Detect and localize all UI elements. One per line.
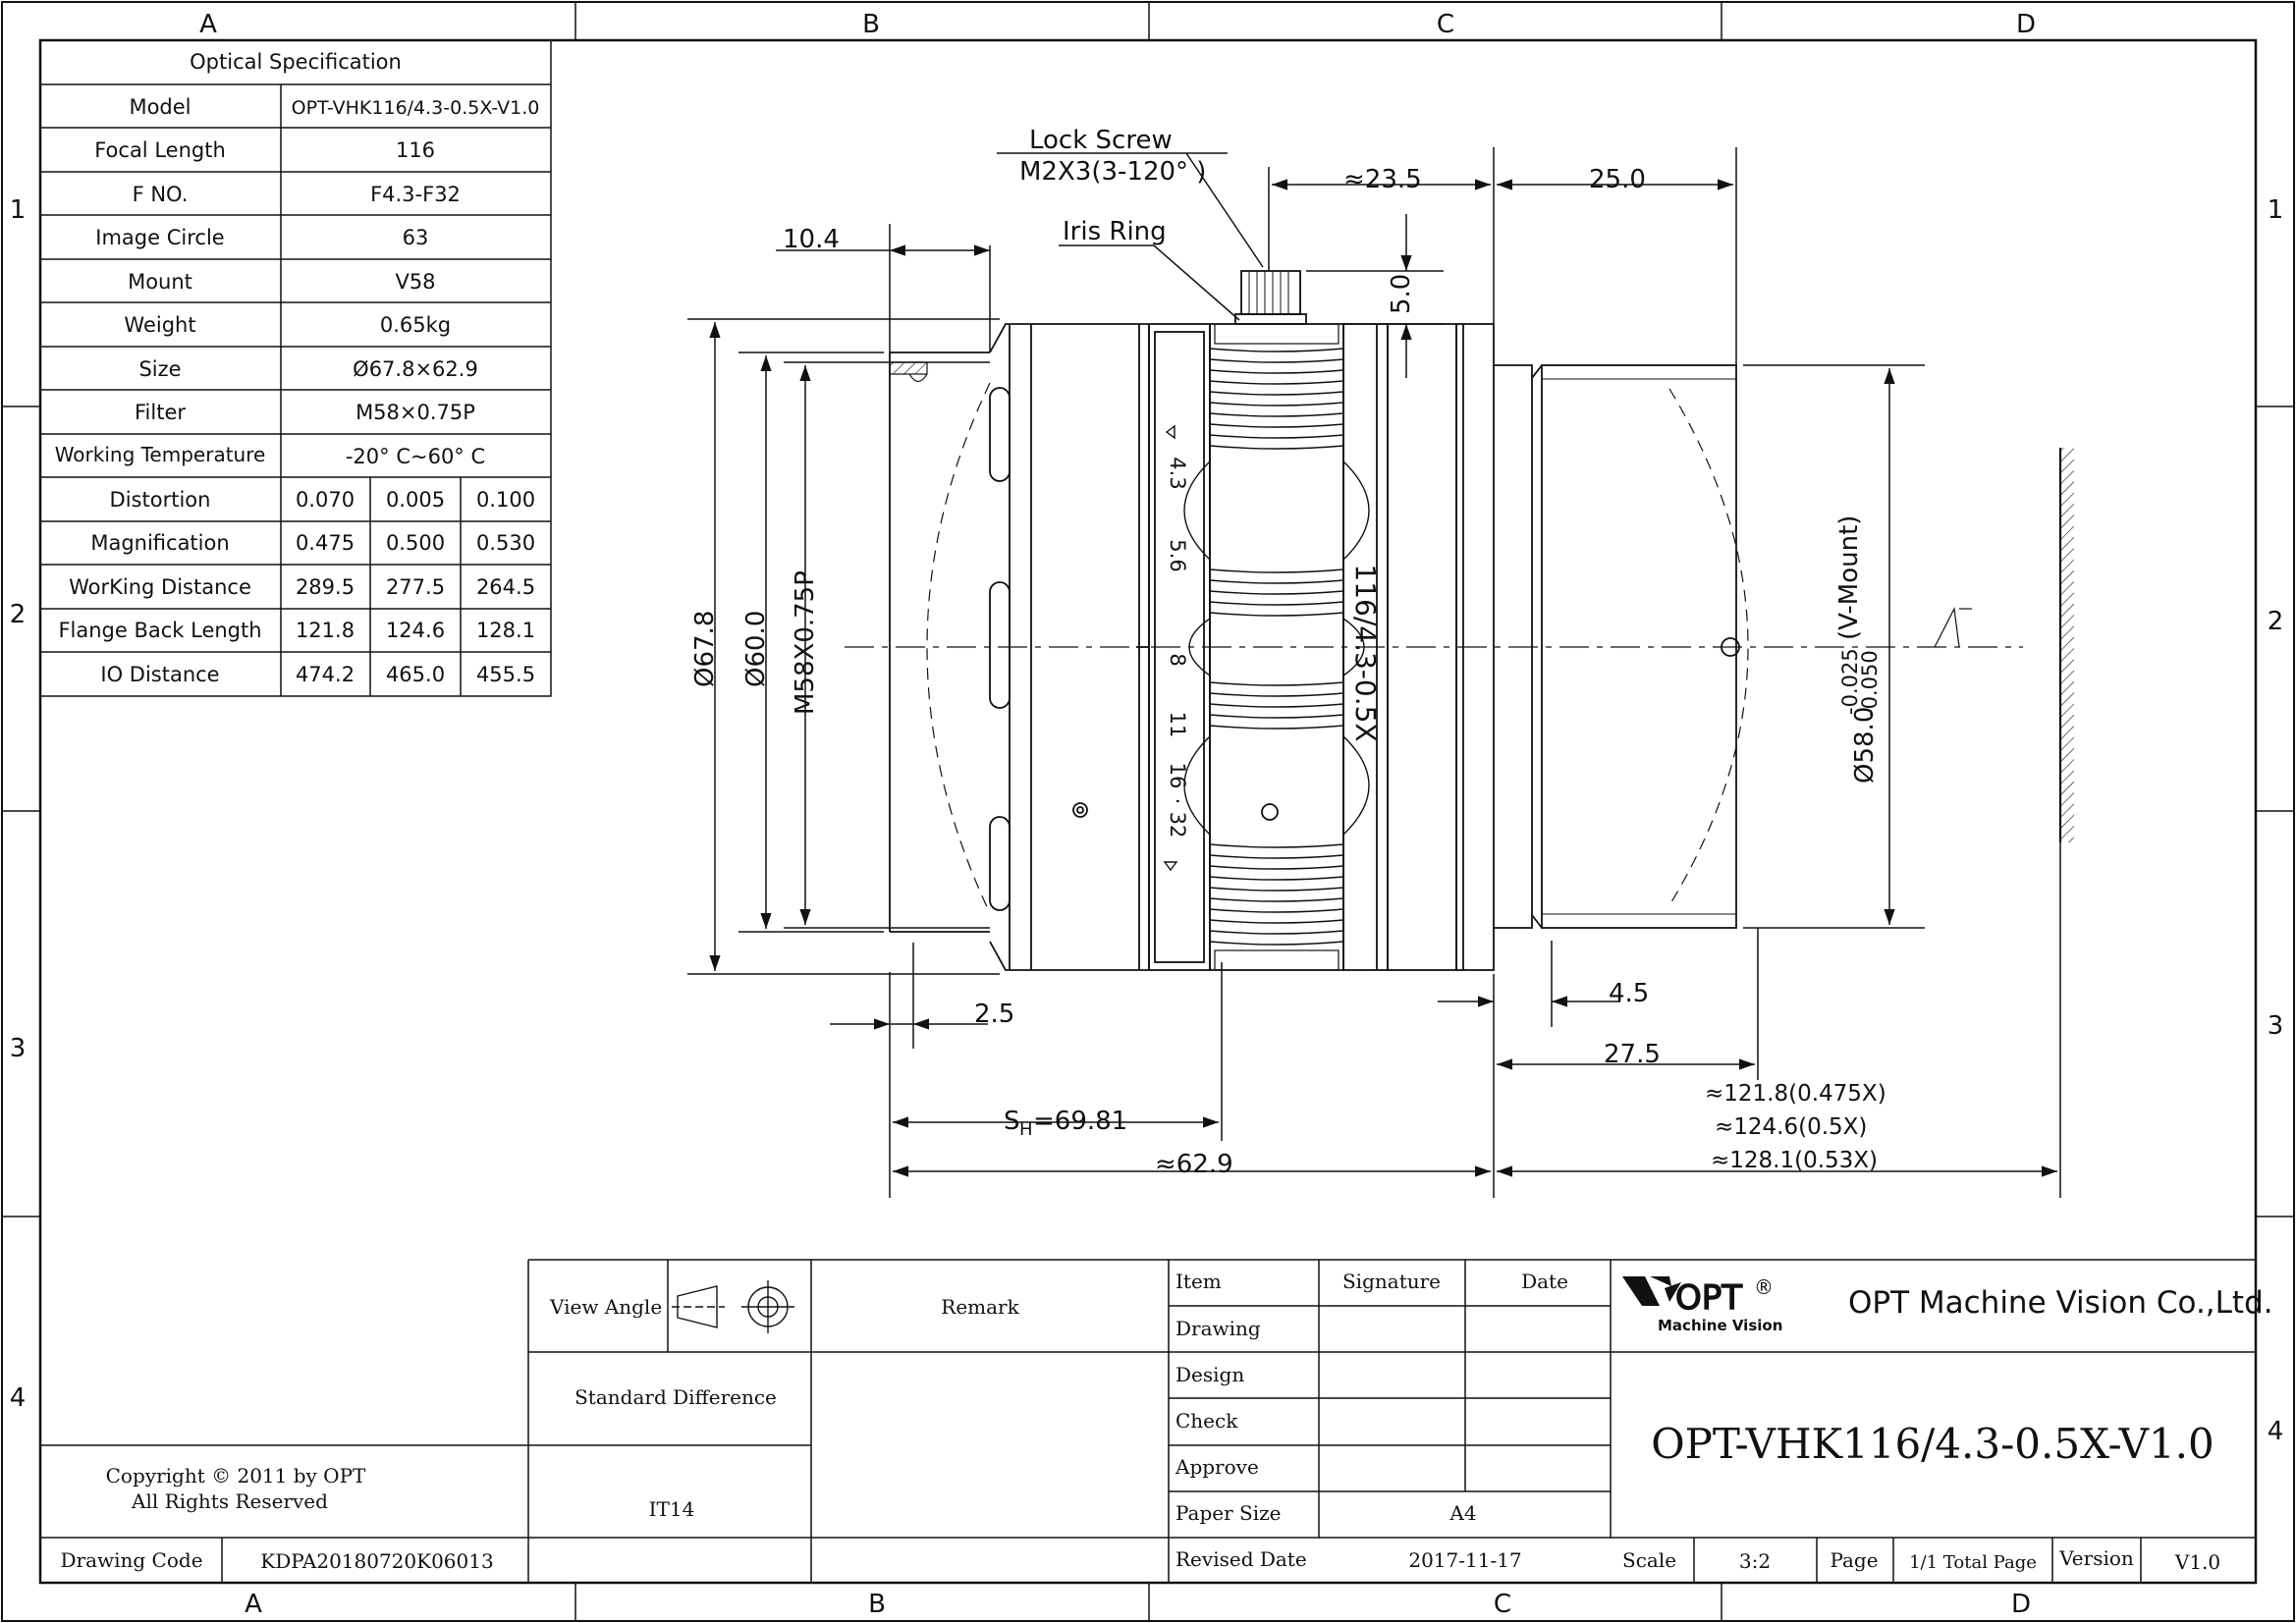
aperture-mark-4-3: 4.3 (1166, 457, 1189, 490)
dim-filter-thread: M58X0.75P (791, 570, 820, 715)
spec-value-io-distance-3: 455.5 (475, 663, 536, 686)
paper-size-value: A4 (1449, 1501, 1477, 1525)
spec-value-distortion-3: 0.100 (475, 488, 536, 512)
flange-back-0-5x: ≈124.6(0.5X) (1715, 1114, 1868, 1140)
drawing-code-value: KDPA20180720K06013 (260, 1549, 494, 1573)
grid-row-4-left: 4 (9, 1383, 27, 1413)
dim-od-60-0: Ø60.0 (741, 610, 771, 687)
grid-col-b-bottom: B (868, 1590, 886, 1619)
grid-col-c-bottom: C (1493, 1590, 1512, 1619)
front-filter-section (890, 352, 990, 932)
dim-4-5: 4.5 (1609, 979, 1650, 1008)
signature-header: Signature (1341, 1270, 1442, 1293)
dim-mount-tol-upper: -0.025 (1838, 648, 1862, 715)
dim-od-67-8: Ø67.8 (690, 610, 720, 687)
aperture-mark-16: 16 (1166, 762, 1189, 789)
dim-mount-diameter: Ø58.0 (1850, 706, 1880, 784)
tolerance-value: IT14 (648, 1497, 695, 1521)
lock-screw-label: Lock Screw (1029, 126, 1173, 155)
version-value: V1.0 (2174, 1550, 2221, 1574)
version-label: Version (2059, 1546, 2134, 1570)
spec-value-filter: M58×0.75P (355, 401, 475, 424)
aperture-mark-8: 8 (1166, 653, 1189, 667)
dim-sh-subscript: H (1019, 1119, 1033, 1140)
lock-screw (1235, 271, 1306, 324)
spec-table-title: Optical Specification (190, 50, 402, 74)
flange-back-0-53x: ≈128.1(0.53X) (1711, 1148, 1879, 1173)
dim-25-0: 25.0 (1589, 165, 1646, 194)
part-number: OPT-VHK116/4.3-0.5X-V1.0 (1651, 1420, 2214, 1468)
spec-value-flange-back-2: 124.6 (385, 619, 446, 642)
spec-value-focal-length: 116 (395, 138, 436, 162)
grid-row-1-right: 1 (2267, 195, 2284, 225)
spec-value-magnification-3: 0.530 (475, 531, 536, 555)
spec-value-distortion-1: 0.070 (295, 488, 355, 512)
projection-symbol-icon (672, 1280, 794, 1333)
spec-label-magnification: Magnification (90, 531, 230, 555)
logo-subtitle: Machine Vision (1658, 1317, 1783, 1334)
spec-label-focal-length: Focal Length (94, 138, 226, 162)
drawing-code-label: Drawing Code (60, 1548, 203, 1572)
copyright-line-2: All Rights Reserved (132, 1489, 328, 1513)
dim-10-4: 10.4 (783, 225, 840, 254)
spec-value-working-distance-1: 289.5 (295, 575, 355, 599)
dim-62-9: ≈62.9 (1155, 1150, 1233, 1179)
scale-label: Scale (1622, 1548, 1677, 1572)
dim-27-5: 27.5 (1604, 1040, 1661, 1069)
spec-label-weight: Weight (124, 313, 196, 337)
spec-value-distortion-2: 0.005 (385, 488, 446, 512)
company-name: OPT Machine Vision Co.,Ltd. (1848, 1285, 2273, 1321)
spec-label-flange-back-length: Flange Back Length (58, 619, 262, 642)
grid-col-d-bottom: D (2010, 1590, 2032, 1619)
spec-label-io-distance: IO Distance (100, 663, 220, 686)
dim-5-0: 5.0 (1387, 273, 1416, 314)
spec-value-fno: F4.3-F32 (370, 183, 461, 206)
logo-mark-icon (1622, 1276, 1681, 1306)
spec-value-working-temperature: -20° C~60° C (345, 445, 486, 468)
item-design: Design (1175, 1363, 1245, 1386)
flange-back-0-475x: ≈121.8(0.475X) (1705, 1081, 1886, 1107)
standard-difference-label: Standard Difference (574, 1385, 777, 1409)
spec-value-io-distance-2: 465.0 (385, 663, 446, 686)
optical-spec-table (40, 40, 551, 696)
item-check: Check (1175, 1409, 1238, 1433)
view-angle-label: View Angle (550, 1295, 663, 1319)
spec-value-size: Ø67.8×62.9 (353, 357, 478, 381)
spec-label-fno: F NO. (132, 183, 189, 206)
item-header: Item (1175, 1270, 1222, 1293)
scale-value: 3:2 (1738, 1549, 1772, 1573)
aperture-triangle-bottom-icon (1165, 862, 1176, 870)
grid-col-d-top: D (2015, 10, 2037, 39)
dim-mount-type: (V-Mount) (1834, 514, 1864, 640)
spec-label-working-temperature: Working Temperature (54, 443, 266, 466)
grid-col-a-top: A (199, 10, 217, 39)
spec-label-image-circle: Image Circle (95, 226, 225, 249)
spec-label-distortion: Distortion (109, 488, 211, 512)
spec-label-mount: Mount (128, 270, 192, 294)
barrel-marking: 116/4.3-0.5X (1349, 564, 1382, 742)
paper-size-label: Paper Size (1175, 1501, 1282, 1525)
aperture-mark-11: 11 (1166, 711, 1189, 738)
aperture-mark-dot: · (1166, 797, 1189, 805)
spec-value-model: OPT-VHK116/4.3-0.5X-V1.0 (291, 97, 540, 119)
grid-row-4-right: 4 (2267, 1417, 2284, 1446)
grid-row-3-left: 3 (9, 1034, 27, 1063)
spec-value-flange-back-3: 128.1 (475, 619, 536, 642)
spec-value-working-distance-3: 264.5 (475, 575, 536, 599)
aperture-mark-32: 32 (1166, 811, 1189, 839)
grid-col-c-top: C (1436, 10, 1455, 39)
dim-sh-label: S (1004, 1107, 1020, 1136)
aperture-mark-5-6: 5.6 (1166, 539, 1189, 572)
dim-mount-tol-lower: -0.050 (1858, 650, 1882, 717)
spec-value-mount: V58 (395, 270, 436, 294)
spec-value-weight: 0.65kg (379, 313, 452, 337)
lock-screw-spec: M2X3(3-120° ) (1019, 157, 1207, 187)
copyright-line-1: Copyright © 2011 by OPT (105, 1464, 366, 1488)
logo-text: OPT (1675, 1278, 1743, 1318)
logo-registered: ® (1754, 1275, 1774, 1299)
dim-23-5: ≈23.5 (1343, 165, 1422, 194)
date-header: Date (1521, 1270, 1568, 1293)
spec-value-io-distance-1: 474.2 (295, 663, 355, 686)
remark-label: Remark (941, 1295, 1019, 1319)
grid-row-1-left: 1 (9, 195, 27, 225)
spec-label-size: Size (138, 357, 182, 381)
spec-label-model: Model (129, 95, 191, 119)
spec-label-working-distance: WorKing Distance (69, 575, 251, 599)
dim-sh-value: =69.81 (1033, 1107, 1128, 1136)
grid-col-b-top: B (862, 10, 880, 39)
dim-2-5: 2.5 (974, 1000, 1015, 1029)
revised-date-label: Revised Date (1175, 1547, 1307, 1571)
iris-ring-label: Iris Ring (1063, 217, 1167, 246)
spec-value-image-circle: 63 (402, 226, 429, 249)
grid-col-a-bottom: A (245, 1590, 262, 1619)
spec-value-magnification-2: 0.500 (385, 531, 446, 555)
spec-value-working-distance-2: 277.5 (385, 575, 446, 599)
item-drawing: Drawing (1175, 1317, 1261, 1340)
grid-row-2-right: 2 (2267, 607, 2284, 636)
spec-value-flange-back-1: 121.8 (295, 619, 355, 642)
grid-labels (10, 10, 2284, 1619)
grid-row-3-right: 3 (2267, 1011, 2284, 1041)
page-label: Page (1830, 1548, 1879, 1572)
grid-row-2-left: 2 (9, 600, 27, 629)
revised-date-value: 2017-11-17 (1408, 1548, 1522, 1572)
aperture-triangle-top-icon (1167, 426, 1175, 438)
spec-label-filter: Filter (134, 401, 187, 424)
image-plane (2060, 448, 2074, 842)
page-value: 1/1 Total Page (1909, 1552, 2037, 1573)
company-logo (1622, 1275, 2273, 1334)
item-approve: Approve (1175, 1455, 1259, 1479)
spec-value-magnification-1: 0.475 (295, 531, 355, 555)
